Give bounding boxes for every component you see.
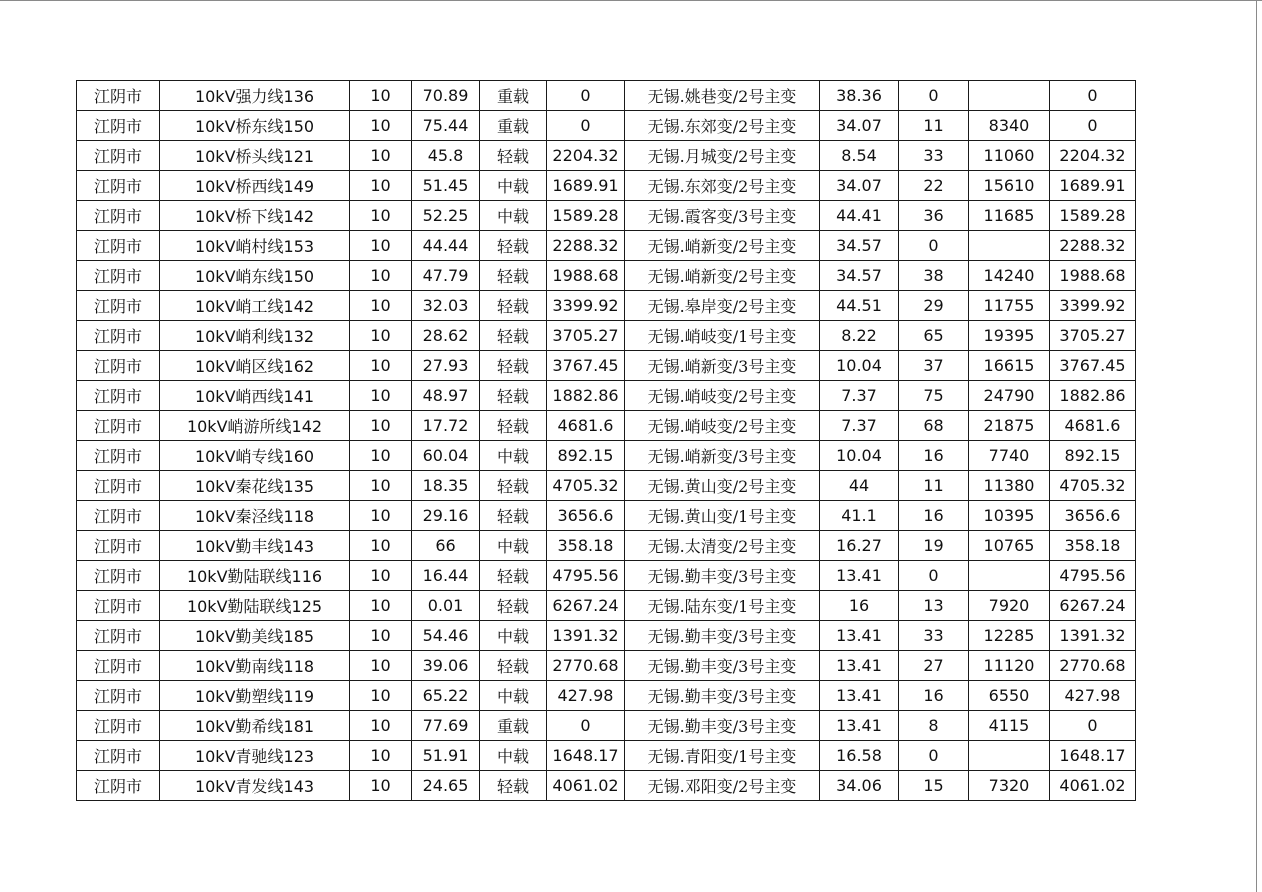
users-cell: 10765 xyxy=(969,531,1050,561)
substation-rate-cell: 13.41 xyxy=(820,711,899,741)
capacity-cell: 0 xyxy=(547,111,625,141)
city-cell: 江阴市 xyxy=(77,651,160,681)
voltage-cell: 10 xyxy=(350,621,412,651)
available-capacity-cell: 4705.32 xyxy=(1050,471,1136,501)
capacity-cell: 4795.56 xyxy=(547,561,625,591)
line-name-cell: 10kV桥东线150 xyxy=(160,111,350,141)
substation-cell: 无锡.峭岐变/2号主变 xyxy=(625,411,820,441)
voltage-cell: 10 xyxy=(350,381,412,411)
count-cell: 11 xyxy=(899,471,969,501)
voltage-cell: 10 xyxy=(350,261,412,291)
count-cell: 8 xyxy=(899,711,969,741)
table-row xyxy=(77,171,1136,201)
users-cell: 21875 xyxy=(969,411,1050,441)
substation-rate-cell: 16 xyxy=(820,591,899,621)
available-capacity-cell: 1689.91 xyxy=(1050,171,1136,201)
load-rate-cell: 51.91 xyxy=(412,741,480,771)
line-name-cell: 10kV秦花线135 xyxy=(160,471,350,501)
available-capacity-cell: 0 xyxy=(1050,711,1136,741)
count-cell: 16 xyxy=(899,681,969,711)
users-cell: 11060 xyxy=(969,141,1050,171)
page-right-border xyxy=(1256,0,1257,892)
substation-cell: 无锡.姚巷变/2号主变 xyxy=(625,81,820,111)
load-level-cell: 轻载 xyxy=(480,231,547,261)
load-rate-cell: 39.06 xyxy=(412,651,480,681)
line-name-cell: 10kV勤塑线119 xyxy=(160,681,350,711)
users-cell: 7320 xyxy=(969,771,1050,801)
available-capacity-cell: 1391.32 xyxy=(1050,621,1136,651)
table-row xyxy=(77,381,1136,411)
available-capacity-cell: 3767.45 xyxy=(1050,351,1136,381)
load-rate-cell: 60.04 xyxy=(412,441,480,471)
line-name-cell: 10kV青发线143 xyxy=(160,771,350,801)
capacity-cell: 0 xyxy=(547,711,625,741)
available-capacity-cell: 427.98 xyxy=(1050,681,1136,711)
substation-rate-cell: 34.06 xyxy=(820,771,899,801)
line-name-cell: 10kV峭东线150 xyxy=(160,261,350,291)
city-cell: 江阴市 xyxy=(77,501,160,531)
table-row xyxy=(77,81,1136,111)
table-row xyxy=(77,741,1136,771)
load-rate-cell: 29.16 xyxy=(412,501,480,531)
substation-cell: 无锡.太清变/2号主变 xyxy=(625,531,820,561)
capacity-cell: 358.18 xyxy=(547,531,625,561)
available-capacity-cell: 3705.27 xyxy=(1050,321,1136,351)
capacity-cell: 3656.6 xyxy=(547,501,625,531)
load-level-cell: 轻载 xyxy=(480,381,547,411)
line-name-cell: 10kV峭区线162 xyxy=(160,351,350,381)
line-name-cell: 10kV勤希线181 xyxy=(160,711,350,741)
table-body xyxy=(77,81,1136,801)
voltage-cell: 10 xyxy=(350,501,412,531)
users-cell xyxy=(969,561,1050,591)
load-rate-cell: 28.62 xyxy=(412,321,480,351)
table-row xyxy=(77,441,1136,471)
line-name-cell: 10kV峭利线132 xyxy=(160,321,350,351)
load-rate-cell: 51.45 xyxy=(412,171,480,201)
users-cell: 11380 xyxy=(969,471,1050,501)
table-row xyxy=(77,681,1136,711)
substation-cell: 无锡.勤丰变/3号主变 xyxy=(625,561,820,591)
users-cell: 11120 xyxy=(969,651,1050,681)
city-cell: 江阴市 xyxy=(77,291,160,321)
voltage-cell: 10 xyxy=(350,561,412,591)
substation-cell: 无锡.峭新变/3号主变 xyxy=(625,441,820,471)
available-capacity-cell: 892.15 xyxy=(1050,441,1136,471)
users-cell: 12285 xyxy=(969,621,1050,651)
line-name-cell: 10kV青驰线123 xyxy=(160,741,350,771)
substation-rate-cell: 8.22 xyxy=(820,321,899,351)
load-level-cell: 轻载 xyxy=(480,141,547,171)
city-cell: 江阴市 xyxy=(77,201,160,231)
count-cell: 36 xyxy=(899,201,969,231)
voltage-cell: 10 xyxy=(350,441,412,471)
users-cell xyxy=(969,231,1050,261)
city-cell: 江阴市 xyxy=(77,81,160,111)
table-row xyxy=(77,531,1136,561)
substation-cell: 无锡.霞客变/3号主变 xyxy=(625,201,820,231)
capacity-cell: 2770.68 xyxy=(547,651,625,681)
users-cell: 15610 xyxy=(969,171,1050,201)
users-cell: 11755 xyxy=(969,291,1050,321)
table-row xyxy=(77,411,1136,441)
substation-rate-cell: 13.41 xyxy=(820,651,899,681)
count-cell: 27 xyxy=(899,651,969,681)
city-cell: 江阴市 xyxy=(77,351,160,381)
line-name-cell: 10kV桥下线142 xyxy=(160,201,350,231)
capacity-cell: 1988.68 xyxy=(547,261,625,291)
capacity-cell: 6267.24 xyxy=(547,591,625,621)
users-cell: 14240 xyxy=(969,261,1050,291)
voltage-cell: 10 xyxy=(350,111,412,141)
load-level-cell: 轻载 xyxy=(480,501,547,531)
load-rate-cell: 54.46 xyxy=(412,621,480,651)
load-level-cell: 轻载 xyxy=(480,471,547,501)
capacity-cell: 3767.45 xyxy=(547,351,625,381)
load-rate-cell: 0.01 xyxy=(412,591,480,621)
count-cell: 29 xyxy=(899,291,969,321)
load-rate-cell: 70.89 xyxy=(412,81,480,111)
load-level-cell: 重载 xyxy=(480,711,547,741)
count-cell: 0 xyxy=(899,561,969,591)
count-cell: 65 xyxy=(899,321,969,351)
users-cell: 8340 xyxy=(969,111,1050,141)
table-row xyxy=(77,711,1136,741)
city-cell: 江阴市 xyxy=(77,171,160,201)
table-row xyxy=(77,621,1136,651)
users-cell: 24790 xyxy=(969,381,1050,411)
substation-rate-cell: 44 xyxy=(820,471,899,501)
load-rate-cell: 52.25 xyxy=(412,201,480,231)
city-cell: 江阴市 xyxy=(77,231,160,261)
capacity-cell: 4681.6 xyxy=(547,411,625,441)
table-row xyxy=(77,231,1136,261)
load-level-cell: 中载 xyxy=(480,681,547,711)
count-cell: 0 xyxy=(899,231,969,261)
substation-cell: 无锡.陆东变/1号主变 xyxy=(625,591,820,621)
substation-rate-cell: 8.54 xyxy=(820,141,899,171)
capacity-cell: 3705.27 xyxy=(547,321,625,351)
load-rate-cell: 18.35 xyxy=(412,471,480,501)
load-level-cell: 中载 xyxy=(480,741,547,771)
count-cell: 16 xyxy=(899,501,969,531)
voltage-cell: 10 xyxy=(350,711,412,741)
table-row xyxy=(77,471,1136,501)
substation-rate-cell: 44.41 xyxy=(820,201,899,231)
users-cell: 7920 xyxy=(969,591,1050,621)
table-row xyxy=(77,201,1136,231)
table-row xyxy=(77,261,1136,291)
city-cell: 江阴市 xyxy=(77,561,160,591)
table-row xyxy=(77,651,1136,681)
available-capacity-cell: 1589.28 xyxy=(1050,201,1136,231)
substation-rate-cell: 7.37 xyxy=(820,411,899,441)
city-cell: 江阴市 xyxy=(77,411,160,441)
available-capacity-cell: 1648.17 xyxy=(1050,741,1136,771)
city-cell: 江阴市 xyxy=(77,711,160,741)
count-cell: 75 xyxy=(899,381,969,411)
table-row xyxy=(77,141,1136,171)
voltage-cell: 10 xyxy=(350,411,412,441)
capacity-cell: 1689.91 xyxy=(547,171,625,201)
city-cell: 江阴市 xyxy=(77,471,160,501)
table-row xyxy=(77,351,1136,381)
voltage-cell: 10 xyxy=(350,351,412,381)
substation-rate-cell: 41.1 xyxy=(820,501,899,531)
count-cell: 19 xyxy=(899,531,969,561)
table-row xyxy=(77,501,1136,531)
line-name-cell: 10kV桥西线149 xyxy=(160,171,350,201)
available-capacity-cell: 1882.86 xyxy=(1050,381,1136,411)
substation-cell: 无锡.勤丰变/3号主变 xyxy=(625,681,820,711)
voltage-cell: 10 xyxy=(350,201,412,231)
city-cell: 江阴市 xyxy=(77,441,160,471)
load-rate-cell: 16.44 xyxy=(412,561,480,591)
load-level-cell: 中载 xyxy=(480,171,547,201)
line-name-cell: 10kV峭专线160 xyxy=(160,441,350,471)
load-level-cell: 中载 xyxy=(480,201,547,231)
load-rate-cell: 44.44 xyxy=(412,231,480,261)
load-rate-cell: 24.65 xyxy=(412,771,480,801)
voltage-cell: 10 xyxy=(350,741,412,771)
line-name-cell: 10kV峭游所线142 xyxy=(160,411,350,441)
count-cell: 15 xyxy=(899,771,969,801)
count-cell: 68 xyxy=(899,411,969,441)
capacity-cell: 1882.86 xyxy=(547,381,625,411)
city-cell: 江阴市 xyxy=(77,531,160,561)
substation-cell: 无锡.青阳变/1号主变 xyxy=(625,741,820,771)
line-name-cell: 10kV勤陆联线116 xyxy=(160,561,350,591)
voltage-cell: 10 xyxy=(350,591,412,621)
substation-cell: 无锡.峭新变/2号主变 xyxy=(625,261,820,291)
feeder-capacity-table xyxy=(76,80,1136,801)
capacity-cell: 1391.32 xyxy=(547,621,625,651)
count-cell: 0 xyxy=(899,81,969,111)
table-row xyxy=(77,561,1136,591)
available-capacity-cell: 0 xyxy=(1050,111,1136,141)
available-capacity-cell: 2288.32 xyxy=(1050,231,1136,261)
load-rate-cell: 45.8 xyxy=(412,141,480,171)
voltage-cell: 10 xyxy=(350,771,412,801)
capacity-cell: 2204.32 xyxy=(547,141,625,171)
users-cell xyxy=(969,81,1050,111)
voltage-cell: 10 xyxy=(350,81,412,111)
capacity-cell: 1648.17 xyxy=(547,741,625,771)
substation-cell: 无锡.黄山变/2号主变 xyxy=(625,471,820,501)
line-name-cell: 10kV勤丰线143 xyxy=(160,531,350,561)
users-cell: 7740 xyxy=(969,441,1050,471)
available-capacity-cell: 3399.92 xyxy=(1050,291,1136,321)
voltage-cell: 10 xyxy=(350,651,412,681)
load-rate-cell: 48.97 xyxy=(412,381,480,411)
substation-cell: 无锡.峭新变/3号主变 xyxy=(625,351,820,381)
users-cell: 11685 xyxy=(969,201,1050,231)
voltage-cell: 10 xyxy=(350,681,412,711)
city-cell: 江阴市 xyxy=(77,681,160,711)
substation-cell: 无锡.勤丰变/3号主变 xyxy=(625,651,820,681)
load-rate-cell: 66 xyxy=(412,531,480,561)
load-rate-cell: 27.93 xyxy=(412,351,480,381)
substation-rate-cell: 44.51 xyxy=(820,291,899,321)
voltage-cell: 10 xyxy=(350,321,412,351)
substation-cell: 无锡.月城变/2号主变 xyxy=(625,141,820,171)
load-level-cell: 重载 xyxy=(480,111,547,141)
table-row xyxy=(77,771,1136,801)
city-cell: 江阴市 xyxy=(77,141,160,171)
load-rate-cell: 17.72 xyxy=(412,411,480,441)
substation-rate-cell: 34.07 xyxy=(820,111,899,141)
substation-rate-cell: 34.07 xyxy=(820,171,899,201)
load-level-cell: 重载 xyxy=(480,81,547,111)
line-name-cell: 10kV勤南线118 xyxy=(160,651,350,681)
load-level-cell: 中载 xyxy=(480,531,547,561)
substation-rate-cell: 38.36 xyxy=(820,81,899,111)
city-cell: 江阴市 xyxy=(77,321,160,351)
load-level-cell: 轻载 xyxy=(480,261,547,291)
count-cell: 22 xyxy=(899,171,969,201)
substation-rate-cell: 16.27 xyxy=(820,531,899,561)
city-cell: 江阴市 xyxy=(77,741,160,771)
substation-cell: 无锡.黄山变/1号主变 xyxy=(625,501,820,531)
line-name-cell: 10kV勤美线185 xyxy=(160,621,350,651)
table-row xyxy=(77,291,1136,321)
users-cell: 19395 xyxy=(969,321,1050,351)
capacity-cell: 4061.02 xyxy=(547,771,625,801)
substation-rate-cell: 16.58 xyxy=(820,741,899,771)
capacity-cell: 0 xyxy=(547,81,625,111)
load-level-cell: 轻载 xyxy=(480,591,547,621)
line-name-cell: 10kV强力线136 xyxy=(160,81,350,111)
substation-cell: 无锡.邓阳变/2号主变 xyxy=(625,771,820,801)
page-top-border xyxy=(0,0,1262,1)
available-capacity-cell: 2204.32 xyxy=(1050,141,1136,171)
capacity-cell: 427.98 xyxy=(547,681,625,711)
line-name-cell: 10kV秦泾线118 xyxy=(160,501,350,531)
load-level-cell: 轻载 xyxy=(480,321,547,351)
load-rate-cell: 77.69 xyxy=(412,711,480,741)
users-cell: 16615 xyxy=(969,351,1050,381)
substation-cell: 无锡.东郊变/2号主变 xyxy=(625,171,820,201)
line-name-cell: 10kV峭村线153 xyxy=(160,231,350,261)
available-capacity-cell: 2770.68 xyxy=(1050,651,1136,681)
line-name-cell: 10kV峭工线142 xyxy=(160,291,350,321)
city-cell: 江阴市 xyxy=(77,261,160,291)
substation-cell: 无锡.峭岐变/2号主变 xyxy=(625,381,820,411)
voltage-cell: 10 xyxy=(350,531,412,561)
users-cell: 6550 xyxy=(969,681,1050,711)
capacity-cell: 3399.92 xyxy=(547,291,625,321)
table-row xyxy=(77,321,1136,351)
load-level-cell: 轻载 xyxy=(480,291,547,321)
count-cell: 37 xyxy=(899,351,969,381)
available-capacity-cell: 4795.56 xyxy=(1050,561,1136,591)
substation-cell: 无锡.峭新变/2号主变 xyxy=(625,231,820,261)
city-cell: 江阴市 xyxy=(77,771,160,801)
substation-rate-cell: 10.04 xyxy=(820,441,899,471)
substation-rate-cell: 34.57 xyxy=(820,231,899,261)
capacity-cell: 2288.32 xyxy=(547,231,625,261)
city-cell: 江阴市 xyxy=(77,111,160,141)
capacity-cell: 892.15 xyxy=(547,441,625,471)
line-name-cell: 10kV峭西线141 xyxy=(160,381,350,411)
available-capacity-cell: 6267.24 xyxy=(1050,591,1136,621)
voltage-cell: 10 xyxy=(350,171,412,201)
load-level-cell: 轻载 xyxy=(480,651,547,681)
substation-rate-cell: 34.57 xyxy=(820,261,899,291)
table-row xyxy=(77,111,1136,141)
available-capacity-cell: 3656.6 xyxy=(1050,501,1136,531)
capacity-cell: 4705.32 xyxy=(547,471,625,501)
substation-rate-cell: 13.41 xyxy=(820,681,899,711)
substation-cell: 无锡.勤丰变/3号主变 xyxy=(625,621,820,651)
count-cell: 33 xyxy=(899,141,969,171)
substation-rate-cell: 13.41 xyxy=(820,621,899,651)
count-cell: 33 xyxy=(899,621,969,651)
load-level-cell: 中载 xyxy=(480,621,547,651)
capacity-cell: 1589.28 xyxy=(547,201,625,231)
count-cell: 38 xyxy=(899,261,969,291)
available-capacity-cell: 0 xyxy=(1050,81,1136,111)
load-level-cell: 轻载 xyxy=(480,561,547,591)
available-capacity-cell: 1988.68 xyxy=(1050,261,1136,291)
count-cell: 16 xyxy=(899,441,969,471)
available-capacity-cell: 358.18 xyxy=(1050,531,1136,561)
count-cell: 13 xyxy=(899,591,969,621)
users-cell xyxy=(969,741,1050,771)
available-capacity-cell: 4061.02 xyxy=(1050,771,1136,801)
users-cell: 10395 xyxy=(969,501,1050,531)
count-cell: 11 xyxy=(899,111,969,141)
substation-cell: 无锡.峭岐变/1号主变 xyxy=(625,321,820,351)
table-row xyxy=(77,591,1136,621)
substation-rate-cell: 10.04 xyxy=(820,351,899,381)
load-rate-cell: 47.79 xyxy=(412,261,480,291)
city-cell: 江阴市 xyxy=(77,381,160,411)
load-rate-cell: 32.03 xyxy=(412,291,480,321)
users-cell: 4115 xyxy=(969,711,1050,741)
substation-cell: 无锡.东郊变/2号主变 xyxy=(625,111,820,141)
load-level-cell: 轻载 xyxy=(480,351,547,381)
city-cell: 江阴市 xyxy=(77,621,160,651)
substation-cell: 无锡.勤丰变/3号主变 xyxy=(625,711,820,741)
available-capacity-cell: 4681.6 xyxy=(1050,411,1136,441)
city-cell: 江阴市 xyxy=(77,591,160,621)
voltage-cell: 10 xyxy=(350,231,412,261)
voltage-cell: 10 xyxy=(350,141,412,171)
load-level-cell: 轻载 xyxy=(480,411,547,441)
line-name-cell: 10kV勤陆联线125 xyxy=(160,591,350,621)
voltage-cell: 10 xyxy=(350,291,412,321)
load-level-cell: 轻载 xyxy=(480,771,547,801)
substation-cell: 无锡.皋岸变/2号主变 xyxy=(625,291,820,321)
load-rate-cell: 75.44 xyxy=(412,111,480,141)
line-name-cell: 10kV桥头线121 xyxy=(160,141,350,171)
load-rate-cell: 65.22 xyxy=(412,681,480,711)
load-level-cell: 中载 xyxy=(480,441,547,471)
substation-rate-cell: 7.37 xyxy=(820,381,899,411)
voltage-cell: 10 xyxy=(350,471,412,501)
count-cell: 0 xyxy=(899,741,969,771)
substation-rate-cell: 13.41 xyxy=(820,561,899,591)
